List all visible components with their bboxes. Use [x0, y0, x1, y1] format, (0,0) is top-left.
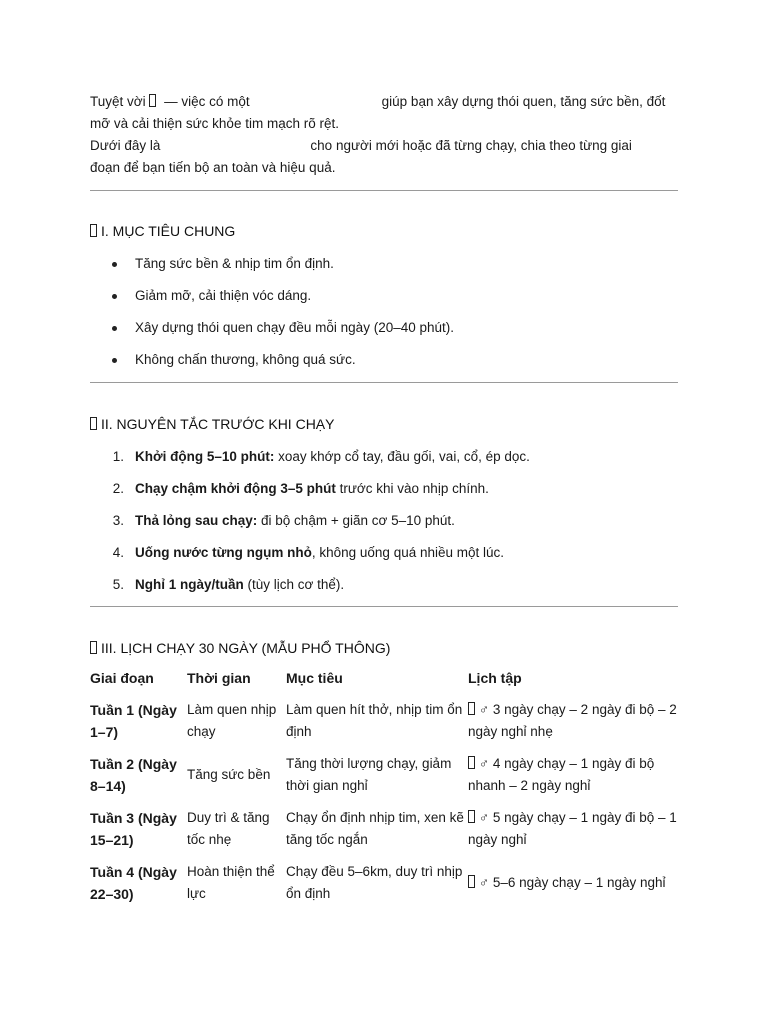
intro-line-1: [90, 91, 678, 113]
section-2-title: II. NGUYÊN TẮC TRƯỚC KHI CHẠY: [101, 416, 335, 432]
goal-cell: Chạy ổn định nhịp tim, xen kẽ tăng tốc ngắn: [286, 810, 464, 847]
list-item: [90, 543, 530, 575]
runner-icon: [468, 702, 475, 715]
list-number: 5.: [112, 577, 124, 592]
runner-icon: [468, 875, 475, 888]
table-header-row: [90, 667, 682, 695]
list-item: [90, 286, 454, 318]
section-1-title: I. MỤC TIÊU CHUNG: [101, 223, 236, 239]
list-item-text: (tùy lịch cơ thể).: [243, 577, 345, 592]
intro-line-4: đoạn để bạn tiến bộ an toàn và hiệu quả.: [90, 160, 336, 175]
intro-text: cho người mới hoặc đã từng chạy, chia theo từng giai: [310, 138, 632, 153]
list-item: [90, 447, 530, 479]
principles-list: [90, 447, 530, 607]
goal-cell: Làm quen hít thở, nhịp tim ổn định: [286, 702, 463, 739]
section-1-heading: [90, 221, 235, 241]
list-item-text: xoay khớp cổ tay, đầu gối, vai, cổ, ép dọc.: [274, 449, 530, 464]
list-number: 4.: [112, 545, 124, 560]
table-row: [90, 749, 682, 803]
list-number: 2.: [112, 481, 124, 496]
section-3-title: III. LỊCH CHẠY 30 NGÀY (MẪU PHỔ THÔNG): [101, 640, 391, 656]
schedule-table: [90, 667, 682, 911]
plan-text: ♂ 5–6 ngày chạy – 1 ngày nghỉ: [479, 875, 666, 890]
list-item-bold: Khởi động 5–10 phút:: [135, 449, 275, 464]
plan-cell: [468, 857, 682, 911]
time-cell: Làm quen nhịp chạy: [187, 702, 277, 739]
list-item: [90, 350, 454, 382]
intro-line-2: mỡ và cải thiện sức khỏe tim mạch rõ rệt.: [90, 116, 339, 131]
time-cell: Tăng sức bền: [187, 767, 271, 782]
list-item-text: trước khi vào nhịp chính.: [335, 481, 489, 496]
plan-text: ♂ 5 ngày chạy – 1 ngày đi bộ – 1 ngày nghỉ: [468, 810, 677, 847]
intro-line-3: [90, 135, 678, 157]
table-row: [90, 695, 682, 749]
list-item: [90, 479, 530, 511]
table-row: [90, 803, 682, 857]
bullet: [112, 294, 117, 299]
plan-text: ♂ 4 ngày chạy – 1 ngày đi bộ nhanh – 2 ngày nghỉ: [468, 756, 655, 793]
bullet: [112, 326, 117, 331]
column-header: Lịch tập: [468, 670, 522, 686]
list-item: [90, 575, 530, 607]
runner-icon: [468, 756, 475, 769]
list-item-bold: Nghỉ 1 ngày/tuần: [135, 577, 244, 592]
list-number: 3.: [112, 513, 124, 528]
intro-paragraph: [90, 91, 678, 179]
calendar-icon: [90, 641, 97, 654]
list-item: [90, 511, 530, 543]
table-row: [90, 857, 682, 911]
divider: [90, 382, 678, 383]
divider: [90, 190, 678, 191]
section-3-heading: [90, 638, 390, 658]
list-item-bold: Chạy chậm khởi động 3–5 phút: [135, 481, 336, 496]
goal-cell: Chạy đều 5–6km, duy trì nhịp ổn định: [286, 864, 463, 901]
plan-cell: [468, 695, 682, 749]
column-header: Thời gian: [187, 670, 251, 686]
list-item: [90, 254, 454, 286]
plan-cell: [468, 749, 682, 803]
list-number: 1.: [112, 449, 124, 464]
runner-icon: [468, 810, 475, 823]
list-item-text: đi bộ chậm + giãn cơ 5–10 phút.: [257, 513, 455, 528]
intro-text: giúp bạn xây dựng thói quen, tăng sức bền, đốt: [381, 94, 666, 109]
stage-cell: Tuần 3 (Ngày 15–21): [90, 810, 177, 848]
list-item: [90, 318, 454, 350]
list-item-text: Tăng sức bền & nhịp tim ổn định.: [135, 256, 334, 271]
list-item-text: Không chấn thương, không quá sức.: [135, 352, 356, 367]
section-2-heading: [90, 414, 334, 434]
time-cell: Duy trì & tăng tốc nhẹ: [187, 810, 270, 847]
missing-emoji-icon: [149, 94, 156, 107]
plan-text: ♂ 3 ngày chạy – 2 ngày đi bộ – 2 ngày nghỉ nhẹ: [468, 702, 677, 739]
stage-cell: Tuần 4 (Ngày 22–30): [90, 864, 177, 902]
time-cell: Hoàn thiện thể lực: [187, 864, 275, 901]
list-item-text: Giảm mỡ, cải thiện vóc dáng.: [135, 288, 312, 303]
checklist-icon: [90, 417, 97, 430]
list-item-bold: Thả lỏng sau chạy:: [135, 513, 258, 528]
bullet: [112, 262, 117, 267]
column-header: Mục tiêu: [286, 670, 343, 686]
list-item-text: Xây dựng thói quen chạy đều mỗi ngày (20–40 phút).: [135, 320, 455, 335]
goals-list: [90, 254, 454, 382]
list-item-text: , không uống quá nhiều một lúc.: [311, 545, 505, 560]
plan-cell: [468, 803, 682, 857]
goal-cell: Tăng thời lượng chạy, giảm thời gian nghỉ: [286, 756, 452, 793]
intro-text: — việc có một: [160, 94, 250, 109]
stage-cell: Tuần 2 (Ngày 8–14): [90, 756, 177, 794]
intro-text: Dưới đây là: [90, 138, 161, 153]
target-icon: [90, 224, 97, 237]
bullet: [112, 358, 117, 363]
stage-cell: Tuần 1 (Ngày 1–7): [90, 702, 177, 740]
column-header: Giai đoạn: [90, 670, 154, 686]
divider: [90, 606, 678, 607]
list-item-bold: Uống nước từng ngụm nhỏ: [135, 545, 312, 560]
intro-text: Tuyệt vời: [90, 94, 150, 109]
